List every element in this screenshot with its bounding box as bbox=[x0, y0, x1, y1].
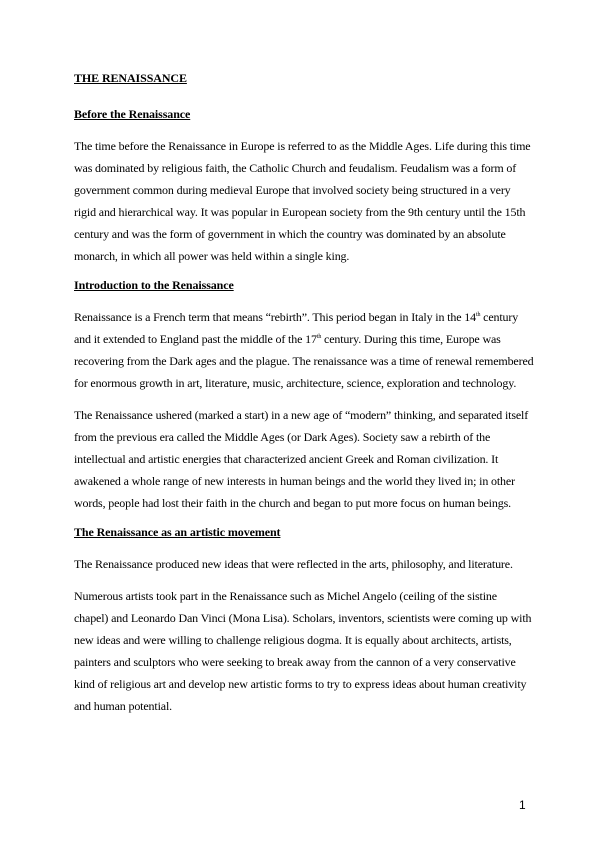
document-body bbox=[74, 70, 534, 727]
section-heading-artistic-movement: The Renaissance as an artistic movement bbox=[74, 525, 281, 539]
superscript-th-17: th bbox=[316, 334, 322, 340]
paragraph-artists: Numerous artists took part in the Renaissance such as Michel Angelo (ceiling of the sistine chapel) and Leonardo Dan Vinci (Mona Lisa). Scholars, inventors, scientists were coming up with new ideas and were willing to challenge religious dogma. It is equally about architects, artists, painters and sculptors who were seeking to break away from the cannon of a very conservative kind of religious art and develop new artistic forms to try to express ideas about human creativity and human potential. bbox=[74, 589, 532, 713]
rebirth-text-part1: Renaissance is a French term that means “rebirth”. This period began in Italy in the 14 bbox=[74, 310, 476, 324]
page-number: 1 bbox=[519, 798, 526, 812]
rebirth-text-part3: century. During this time, Europe was recovering from the Dark ages and the plague. The renaissance was a time of renewal remembered for enormous growth in art, literature, music, architecture, science, exploration and technology. bbox=[74, 332, 534, 390]
paragraph-new-ideas: The Renaissance produced new ideas that were reflected in the arts, philosophy, and literature. bbox=[74, 557, 513, 571]
section-heading-before-renaissance: Before the Renaissance bbox=[74, 107, 191, 121]
paragraph-modern-thinking: The Renaissance ushered (marked a start) in a new age of “modern” thinking, and separated itself from the previous era called the Middle Ages (or Dark Ages). Society saw a rebirth of the intellectual and artistic energies that characterized ancient Greek and Roman civilization. It awakened a whole range of new interests in human beings and the world they lived in; in other words, people had lost their faith in the church and began to put more focus on human beings. bbox=[74, 408, 529, 510]
paragraph-rebirth bbox=[74, 306, 534, 394]
paragraph-middle-ages: The time before the Renaissance in Europe is referred to as the Middle Ages. Life during this time was dominated by religious faith, the Catholic Church and feudalism. Feudalism was a form of government common during medieval Europe that involved society being structured in a very rigid and hierarchical way. It was popular in European society from the 9th century until the 15th century and was the form of government in which the country was dominated by an absolute monarch, in which all power was held within a single king. bbox=[74, 139, 531, 263]
document-title: THE RENAISSANCE bbox=[74, 71, 187, 85]
section-heading-introduction: Introduction to the Renaissance bbox=[74, 278, 234, 292]
rebirth-text-part2: century and it extended to England past the middle of the 17 bbox=[74, 310, 519, 346]
superscript-th-14: th bbox=[475, 312, 481, 318]
